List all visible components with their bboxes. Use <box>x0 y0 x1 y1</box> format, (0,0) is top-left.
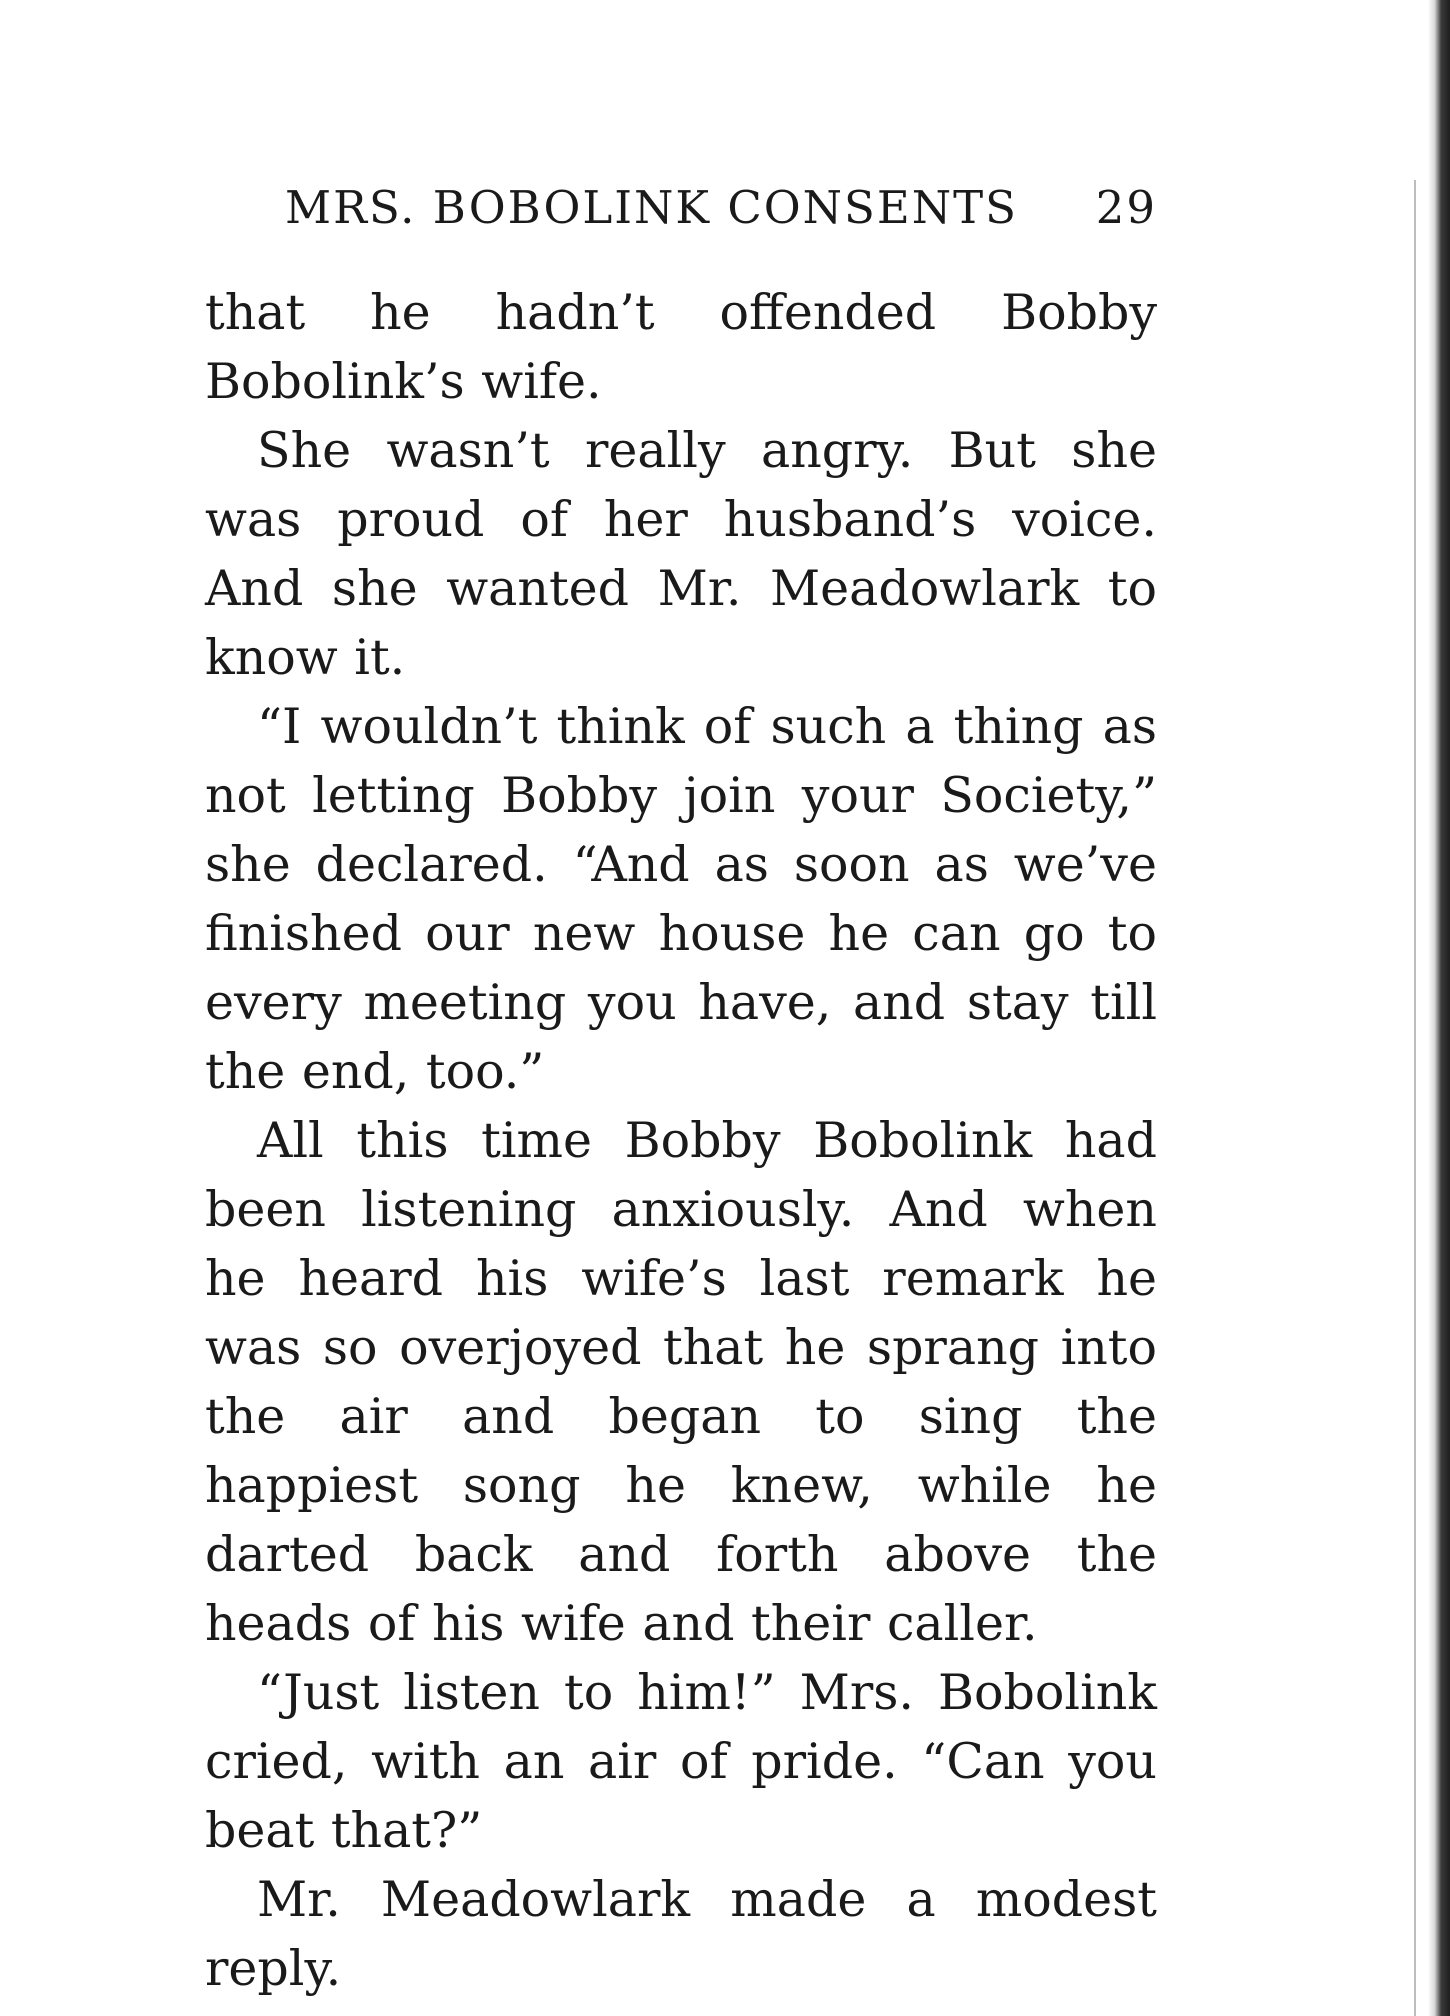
binding-shadow-line <box>1414 180 1416 2016</box>
paragraph: All this time Bobby Bobolink had been listening anxiously. And when he heard his wife’s last remark he was so overjoyed that he sprang into the air and began to sing the happiest song he knew, while he darted back and forth above the heads of his wife and their caller. <box>205 1112 1157 1652</box>
paragraph: that he hadn’t offended Bobby Bobolink’s wife. <box>205 284 1157 410</box>
binding-edge <box>1428 0 1450 2016</box>
body-text <box>205 278 1157 2003</box>
paragraph: “Just listen to him!” Mrs. Bobolink cried, with an air of pride. “Can you beat that?” <box>205 1664 1157 1859</box>
running-head <box>285 178 1157 238</box>
chapter-title: MRS. BOBOLINK CONSENTS <box>285 181 1018 234</box>
paragraph: “I wouldn’t think of such a thing as not letting Bobby join your Society,” she declared. “And as soon as we’ve finished our new house he can go to every meeting you have, and stay till the end, too.” <box>205 698 1157 1100</box>
paragraph: Mr. Meadowlark made a modest reply. <box>205 1871 1157 1997</box>
page-number: 29 <box>1095 181 1157 234</box>
paragraph: She wasn’t really angry. But she was proud of her husband’s voice. And she wanted Mr. Meadowlark to know it. <box>205 422 1157 686</box>
